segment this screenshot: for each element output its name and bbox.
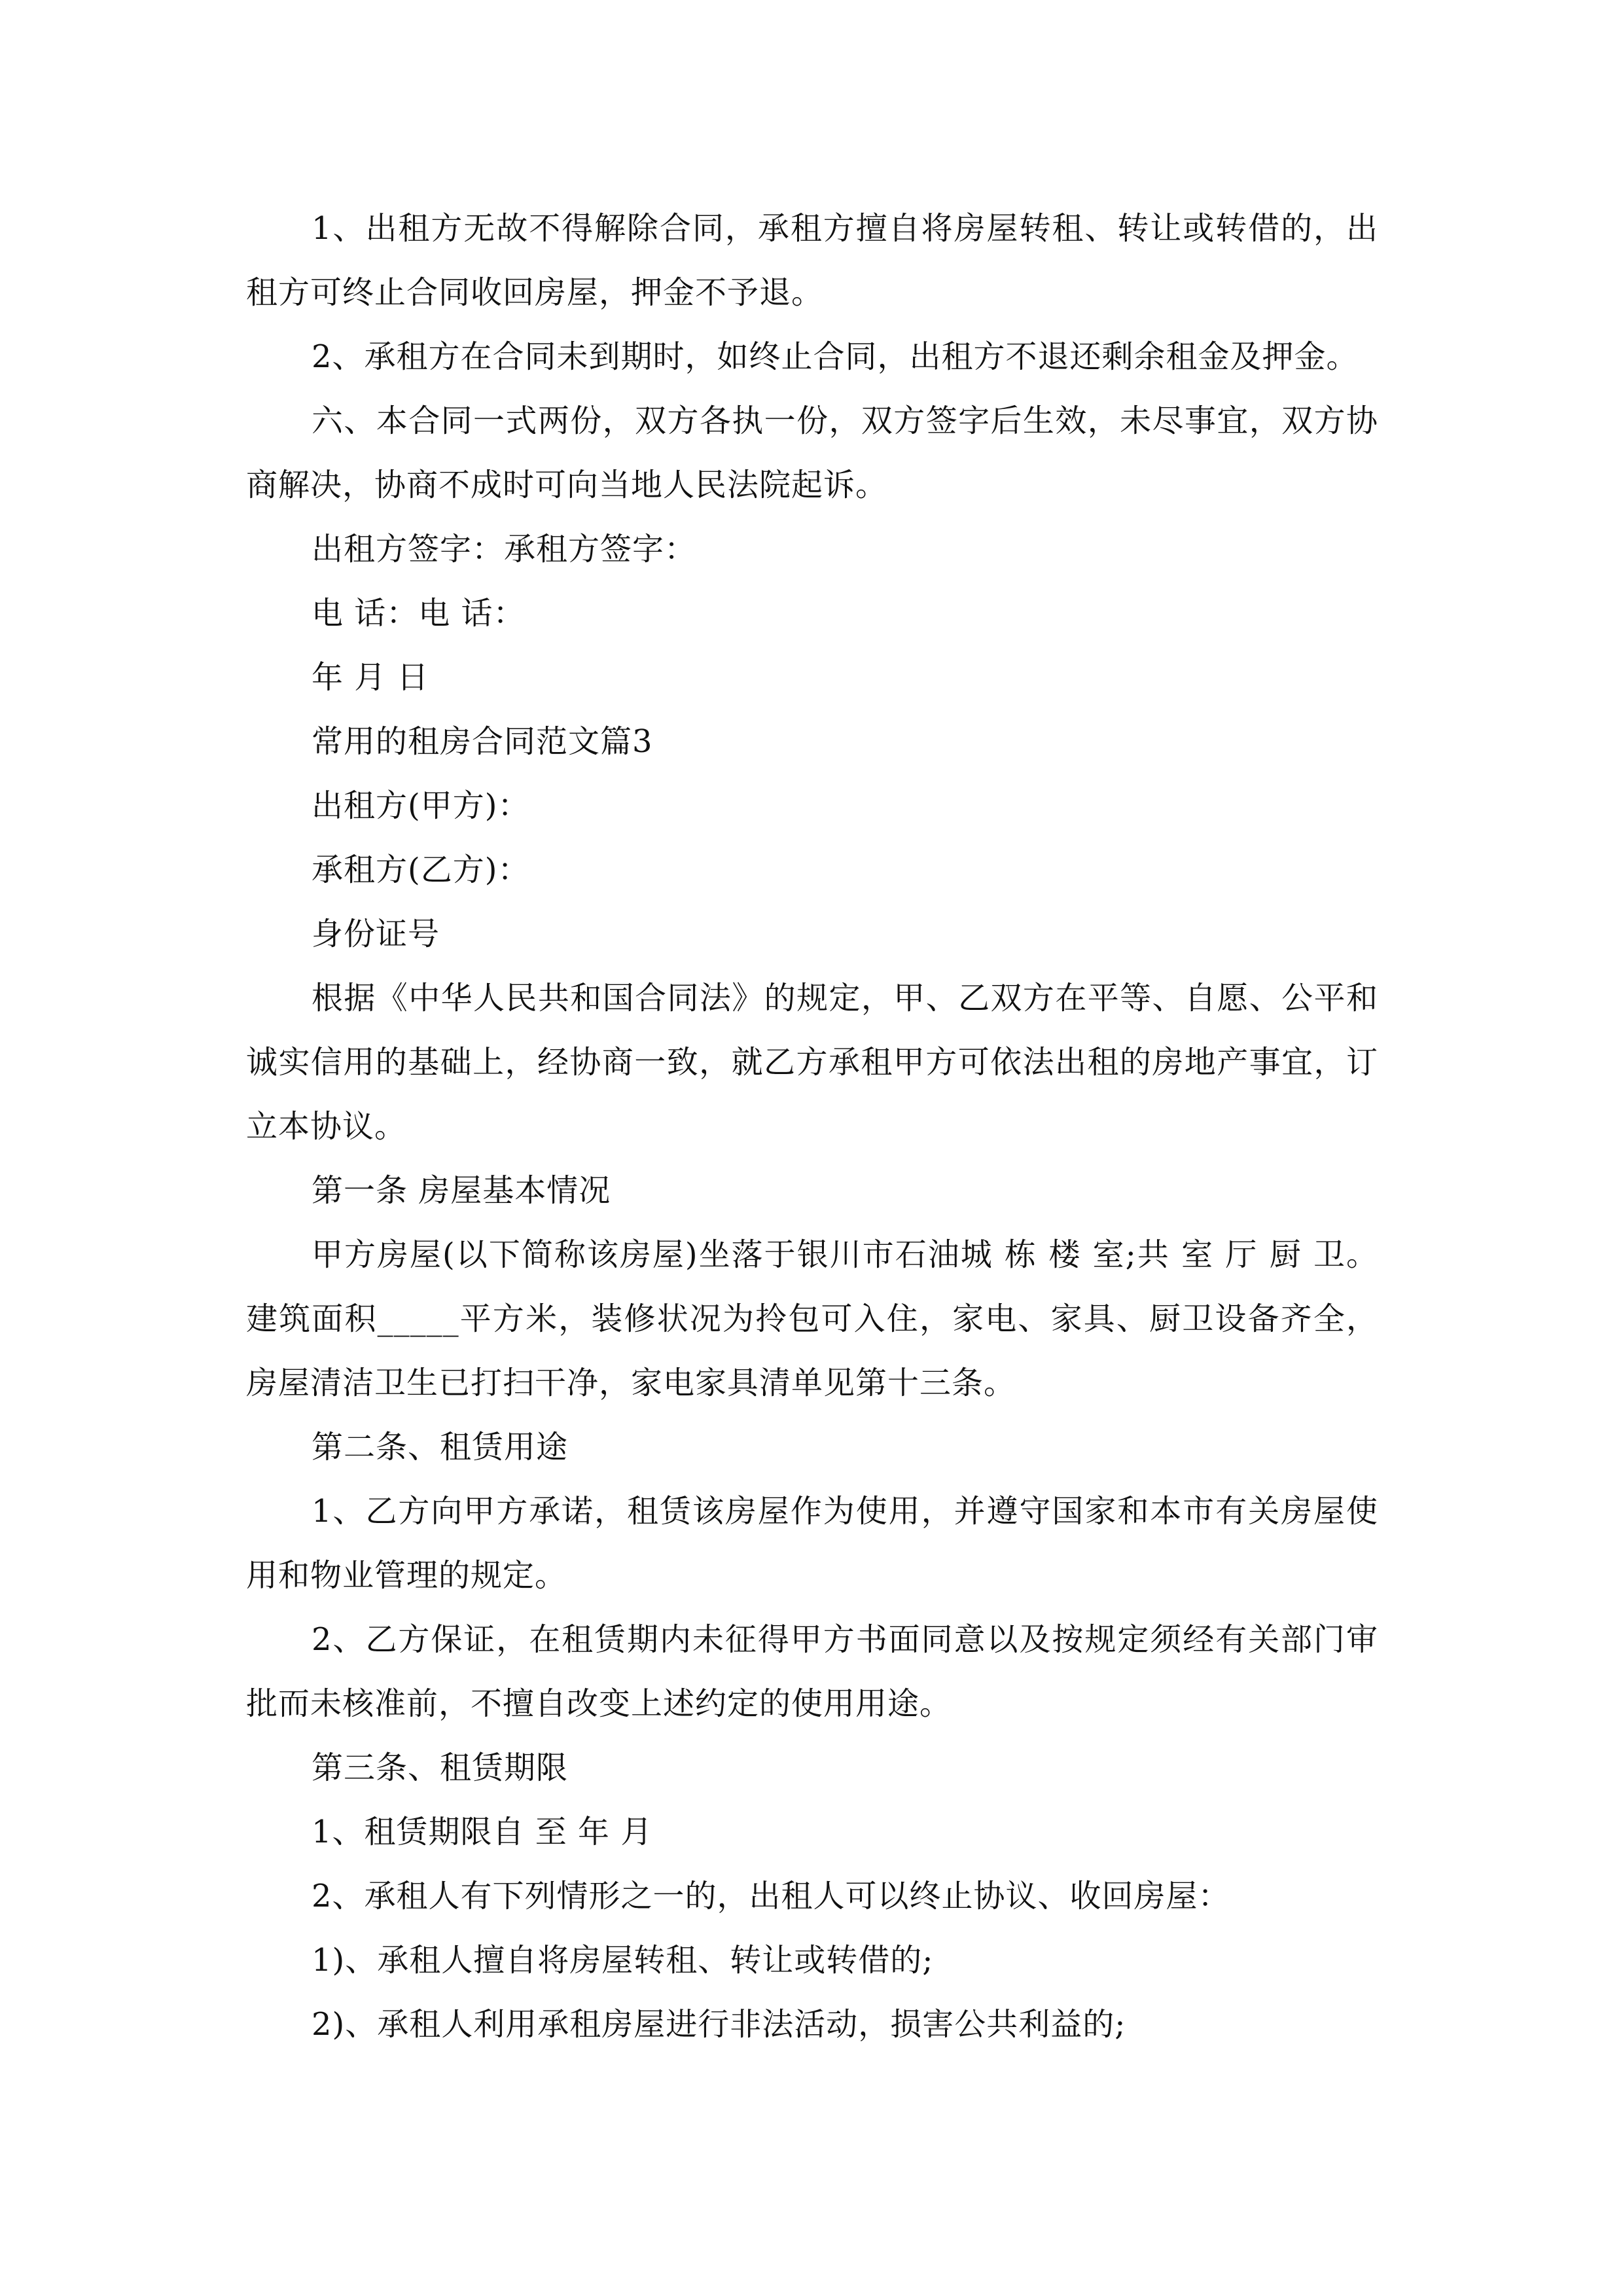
clause-paragraph: 1、租赁期限自 至 年 月: [312, 1814, 653, 1850]
signature-line: 出租方签字：承租方签字：: [312, 531, 697, 567]
section-title: 常用的租房合同范文篇3: [312, 723, 653, 760]
article-heading: 第三条、租赁期限: [312, 1749, 569, 1786]
clause-paragraph: 2、乙方保证，在租赁期内未征得甲方书面同意以及按规定须经有关部门审批而未核准前，不擅自改变上述约定的使用用途。: [246, 1621, 1378, 1722]
preamble-paragraph: 根据《中华人民共和国合同法》的规定，甲、乙双方在平等、自愿、公平和诚实信用的基础上，经协商一致，就乙方承租甲方可依法出租的房地产事宜，订立本协议。: [246, 980, 1378, 1145]
article-heading: 第二条、租赁用途: [312, 1429, 569, 1465]
clause-paragraph: 1)、承租人擅自将房屋转租、转让或转借的;: [312, 1942, 934, 1979]
article-heading: 第一条 房屋基本情况: [312, 1172, 611, 1209]
document-body: [246, 196, 1378, 2056]
phone-line: 电 话：电 话：: [312, 595, 526, 632]
clause-paragraph: 1、出租方无故不得解除合同，承租方擅自将房屋转租、转让或转借的，出租方可终止合同收回房屋，押金不予退。: [246, 210, 1378, 311]
clause-paragraph: 2、承租方在合同未到期时，如终止合同，出租方不退还剩余租金及押金。: [312, 338, 1359, 375]
clause-paragraph: 六、本合同一式两份，双方各执一份，双方签字后生效，未尽事宜，双方协商解决，协商不成时可向当地人民法院起诉。: [246, 403, 1378, 503]
clause-paragraph: 2)、承租人利用承租房屋进行非法活动，损害公共利益的;: [312, 2006, 1126, 2043]
id-number-line: 身份证号: [312, 916, 440, 952]
clause-paragraph: 2、承租人有下列情形之一的，出租人可以终止协议、收回房屋：: [312, 1878, 1230, 1914]
date-line: 年 月 日: [312, 659, 429, 696]
lessee-line: 承租方(乙方)：: [312, 852, 530, 888]
clause-paragraph: 甲方房屋(以下简称该房屋)坐落于银川市石油城 栋 楼 室;共 室 厅 厨 卫。建筑面积_____平方米，装修状况为拎包可入住，家电、家具、厨卫设备齐全，房屋清洁卫生已打扫干净，家电家具清单见第十三条。: [246, 1236, 1378, 1401]
lessor-line: 出租方(甲方)：: [312, 787, 530, 824]
clause-paragraph: 1、乙方向甲方承诺，租赁该房屋作为使用，并遵守国家和本市有关房屋使用和物业管理的规定。: [246, 1493, 1378, 1594]
